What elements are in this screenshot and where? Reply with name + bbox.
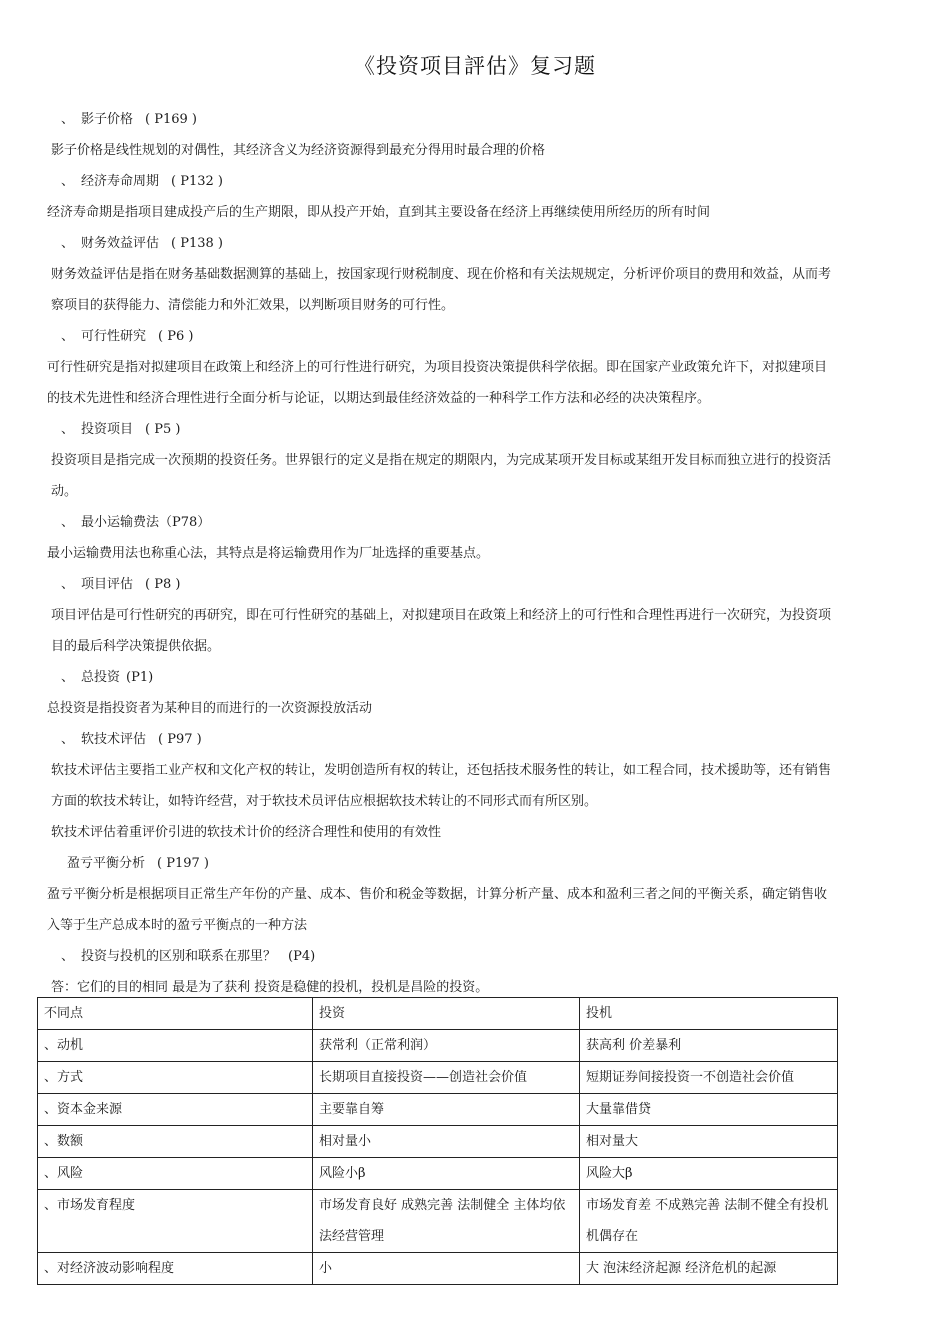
table-cell: 风险小β (313, 1158, 580, 1190)
list-marker: 、 (61, 732, 75, 747)
section-heading: 、 投资项目 ( P5 ) (61, 422, 181, 437)
section-body: 答：它们的目的相同 最是为了获利 投资是稳健的投机，投机是昌险的投资。 (51, 980, 489, 995)
table-cell: 获常利（正常利润） (313, 1030, 580, 1062)
section-body: 的技术先进性和经济合理性进行全面分析与论证，以期达到最佳经济效益的一种科学工作方法和必经的决决策程序。 (47, 391, 711, 406)
table-cell: 小 (313, 1253, 580, 1285)
table-header-cell: 投机 (580, 998, 838, 1030)
list-marker: 、 (61, 329, 75, 344)
section-body: 盈亏平衡分析是根据项目正常生产年份的产量、成本、售价和税金等数据，计算分析产量、成本和盈利三者之间的平衡关系，确定销售收 (47, 887, 828, 902)
table-row (38, 1062, 838, 1094)
list-marker: 、 (61, 422, 75, 437)
list-marker: 、 (61, 670, 75, 685)
section-body: 动。 (51, 484, 78, 499)
list-marker: 、 (61, 174, 75, 189)
table-header-cell: 不同点 (38, 998, 313, 1030)
section-body: 影子价格是线性规划的对偶性，其经济含义为经济资源得到最充分得用时最合理的价格 (51, 143, 546, 158)
section-body: 察项目的获得能力、清偿能力和外汇效果，以判断项目财务的可行性。 (51, 298, 455, 313)
section-body: 可行性研究是指对拟建项目在政策上和经济上的可行性进行研究，为项目投资决策提供科学依据。即在国家产业政策允许下，对拟建项目 (47, 360, 828, 375)
section-heading: 、 经济寿命周期 ( P132 ) (61, 174, 223, 189)
section-body: 目的最后科学决策提供依据。 (51, 639, 221, 654)
section-heading: 、 投资与投机的区别和联系在那里？ (P4) (61, 949, 316, 964)
table-row (38, 1253, 838, 1285)
table-cell: 风险大β (580, 1158, 838, 1190)
section-body: 经济寿命期是指项目建成投产后的生产期限，即从投产开始，直到其主要设备在经济上再继续使用所经历的所有时间 (47, 205, 711, 220)
table-row (38, 1126, 838, 1158)
section-heading: 、 软技术评估 ( P97 ) (61, 732, 202, 747)
table-cell: 、动机 (38, 1030, 313, 1062)
section-heading: 、 总投资 (P1) (61, 670, 154, 685)
table-cell: 、市场发育程度 (38, 1190, 313, 1253)
table-cell: 获高利 价差暴利 (580, 1030, 838, 1062)
table-cell: 市场发育良好 成熟完善 法制健全 主体均依法经营管理 (313, 1190, 580, 1253)
table-header-row (38, 998, 838, 1030)
table-cell: 、数额 (38, 1126, 313, 1158)
table-cell: 相对量大 (580, 1126, 838, 1158)
section-heading: 盈亏平衡分析 ( P197 ) (67, 856, 209, 871)
list-marker: 、 (61, 949, 75, 964)
section-body: 方面的软技术转让，如特许经营，对于软技术员评估应根据软技术转让的不同形式而有所区别。 (51, 794, 598, 809)
list-marker: 、 (61, 577, 75, 592)
list-marker: 、 (61, 112, 75, 127)
section-body: 最小运输费用法也称重心法，其特点是将运输费用作为厂址选择的重要基点。 (47, 546, 490, 561)
table-cell: 、对经济波动影响程度 (38, 1253, 313, 1285)
table-cell: 、方式 (38, 1062, 313, 1094)
section-heading: 、 影子价格 ( P169 ) (61, 112, 197, 127)
table-row (38, 1158, 838, 1190)
table-cell: 、资本金来源 (38, 1094, 313, 1126)
table-cell: 大量靠借贷 (580, 1094, 838, 1126)
table-cell: 、风险 (38, 1158, 313, 1190)
section-heading: 、 财务效益评估 ( P138 ) (61, 236, 223, 251)
table-cell: 短期证券间接投资一不创造社会价值 (580, 1062, 838, 1094)
table-row (38, 1030, 838, 1062)
table-cell: 市场发育差 不成熟完善 法制不健全有投机机偶存在 (580, 1190, 838, 1253)
table-row (38, 1190, 838, 1253)
section-heading: 、 可行性研究 ( P6 ) (61, 329, 194, 344)
table-row (38, 1094, 838, 1126)
page-title: 《投资项目評估》复习题 (354, 54, 596, 78)
section-body: 项目评估是可行性研究的再研究，即在可行性研究的基础上，对拟建项目在政策上和经济上的可行性和合理性再进行一次研究，为投资项 (51, 608, 832, 623)
table-cell: 主要靠自筹 (313, 1094, 580, 1126)
list-marker: 、 (61, 515, 75, 530)
section-heading: 、 最小运输费法（P78） (61, 515, 211, 530)
table-cell: 大 泡沫经济起源 经济危机的起源 (580, 1253, 838, 1285)
list-marker: 、 (61, 236, 75, 251)
table-cell: 长期项目直接投资——创造社会价值 (313, 1062, 580, 1094)
section-body: 软技术评估主要指工业产权和文化产权的转让，发明创造所有权的转让，还包括技术服务性的转让，如工程合同，技术援助等，还有销售 (51, 763, 832, 778)
table-cell: 相对量小 (313, 1126, 580, 1158)
section-body: 入等于生产总成本时的盈亏平衡点的一种方法 (47, 918, 308, 933)
section-body: 软技术评估着重评价引进的软技术计价的经济合理性和使用的有效性 (51, 825, 442, 840)
section-body: 财务效益评估是指在财务基础数据测算的基础上，按国家现行财税制度、现在价格和有关法规规定，分析评价项目的费用和效益，从而考 (51, 267, 832, 282)
comparison-table (37, 997, 838, 1285)
section-body: 总投资是指投资者为某种目的而进行的一次资源投放活动 (47, 701, 373, 716)
section-body: 投资项目是指完成一次预期的投资任务。世界银行的定义是指在规定的期限内，为完成某项开发目标或某组开发目标而独立进行的投资活 (51, 453, 832, 468)
section-heading: 、 项目评估 ( P8 ) (61, 577, 181, 592)
table-header-cell: 投资 (313, 998, 580, 1030)
